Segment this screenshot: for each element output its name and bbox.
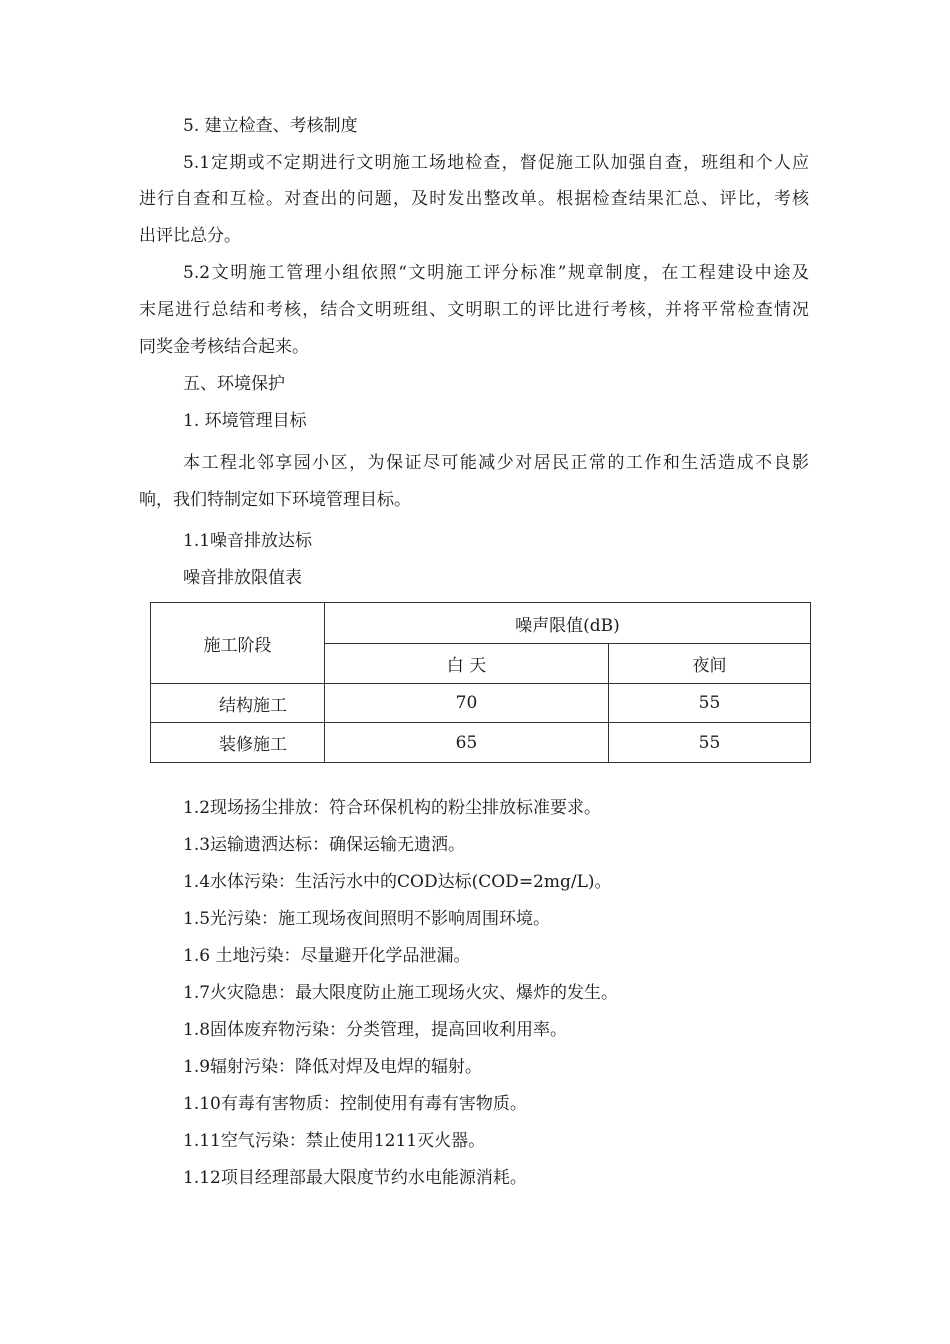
paragraph-line: 五、环境保护	[183, 374, 285, 394]
table-row	[151, 684, 811, 723]
paragraph-line: 1.2现场扬尘排放：符合环保机构的粉尘排放标准要求。	[183, 798, 602, 818]
paragraph-line: 噪音排放限值表	[183, 568, 302, 588]
day-value-cell: 70	[325, 684, 609, 723]
paragraph-line: 响，我们特制定如下环境管理目标。	[139, 490, 411, 510]
paragraph-line: 1.1噪音排放达标	[183, 531, 313, 551]
paragraph-line: 1.12项目经理部最大限度节约水电能源消耗。	[183, 1168, 527, 1188]
paragraph-line: 1.7火灾隐患：最大限度防止施工现场火灾、爆炸的发生。	[183, 983, 619, 1003]
stage-header-cell: 施工阶段	[151, 603, 325, 684]
stage-cell: 装修施工	[151, 723, 325, 763]
stage-cell: 结构施工	[151, 684, 325, 723]
table-row	[151, 723, 811, 763]
day-header-cell: 白 天	[325, 644, 609, 684]
table-header-row	[151, 603, 811, 644]
paragraph-line: 本工程北邻享园小区，为保证尽可能减少对居民正常的工作和生活造成不良影	[183, 453, 809, 473]
paragraph-line: 同奖金考核结合起来。	[139, 337, 309, 357]
limit-header-cell: 噪声限值(dB)	[325, 603, 811, 644]
paragraph-line: 1.10有毒有害物质：控制使用有毒有害物质。	[183, 1094, 527, 1114]
paragraph-line: 1.11空气污染：禁止使用1211灭火器。	[183, 1131, 486, 1151]
paragraph-line: 1. 环境管理目标	[183, 411, 307, 431]
noise-limit-table	[150, 602, 811, 763]
paragraph-line: 5.1定期或不定期进行文明施工场地检查，督促施工队加强自查，班组和个人应	[183, 153, 809, 173]
paragraph-line: 1.6 土地污染：尽量避开化学品泄漏。	[183, 946, 471, 966]
paragraph-line: 末尾进行总结和考核，结合文明班组、文明职工的评比进行考核，并将平常检查情况	[139, 300, 809, 320]
paragraph-line: 1.3运输遗洒达标：确保运输无遗洒。	[183, 835, 466, 855]
night-header-cell: 夜间	[609, 644, 811, 684]
paragraph-line: 1.8固体废弃物污染：分类管理，提高回收利用率。	[183, 1020, 568, 1040]
paragraph-line: 5. 建立检查、考核制度	[183, 116, 358, 136]
paragraph-line: 出评比总分。	[139, 226, 241, 246]
paragraph-line: 进行自查和互检。对查出的问题，及时发出整改单。根据检查结果汇总、评比，考核	[139, 189, 809, 209]
night-value-cell: 55	[609, 684, 811, 723]
paragraph-line: 5.2文明施工管理小组依照“文明施工评分标准”规章制度，在工程建设中途及	[183, 263, 809, 283]
day-value-cell: 65	[325, 723, 609, 763]
paragraph-line: 1.4水体污染：生活污水中的COD达标(COD=2mg/L)。	[183, 872, 612, 892]
paragraph-line: 1.9辐射污染：降低对焊及电焊的辐射。	[183, 1057, 483, 1077]
paragraph-line: 1.5光污染：施工现场夜间照明不影响周围环境。	[183, 909, 551, 929]
night-value-cell: 55	[609, 723, 811, 763]
